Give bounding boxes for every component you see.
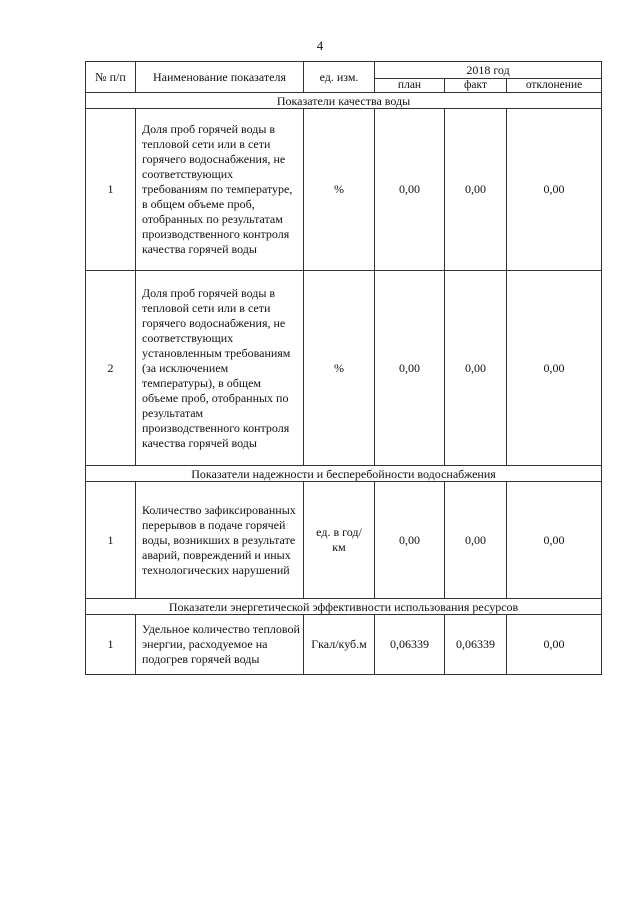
- header-deviation: отклонение: [507, 79, 602, 93]
- header-plan: план: [375, 79, 445, 93]
- row-name: Доля проб горячей воды в тепловой сети или в сети горячего водоснабжения, не соответствующих требованиям по температуре, в общем объеме проб, отобранных по результатам производственного контроля качества горячей воды: [136, 109, 304, 271]
- row-num: 2: [86, 271, 136, 466]
- table-row: [86, 271, 602, 466]
- row-unit: %: [304, 109, 375, 271]
- row-fact: 0,00: [445, 271, 507, 466]
- indicators-table: [85, 61, 602, 675]
- section-title: Показатели надежности и бесперебойности водоснабжения: [86, 466, 602, 482]
- row-plan: 0,00: [375, 271, 445, 466]
- row-deviation: 0,00: [507, 109, 602, 271]
- row-plan: 0,06339: [375, 615, 445, 675]
- table-row: [86, 615, 602, 675]
- row-deviation: 0,00: [507, 271, 602, 466]
- row-num: 1: [86, 615, 136, 675]
- row-name: Количество зафиксированных перерывов в подаче горячей воды, возникших в результате аварий, повреждений и иных технологических нарушений: [136, 482, 304, 599]
- row-plan: 0,00: [375, 482, 445, 599]
- section-row: [86, 466, 602, 482]
- row-fact: 0,00: [445, 482, 507, 599]
- row-deviation: 0,00: [507, 615, 602, 675]
- row-unit: ед. в год/ км: [304, 482, 375, 599]
- table-row: [86, 109, 602, 271]
- row-fact: 0,00: [445, 109, 507, 271]
- row-num: 1: [86, 109, 136, 271]
- section-row: [86, 93, 602, 109]
- header-year: 2018 год: [375, 62, 602, 79]
- row-name: Удельное количество тепловой энергии, расходуемое на подогрев горячей воды: [136, 615, 304, 675]
- row-unit: Гкал/куб.м: [304, 615, 375, 675]
- table-row: [86, 482, 602, 599]
- header-unit: ед. изм.: [304, 62, 375, 93]
- header-num: № п/п: [86, 62, 136, 93]
- row-unit: %: [304, 271, 375, 466]
- header-name: Наименование показателя: [136, 62, 304, 93]
- row-fact: 0,06339: [445, 615, 507, 675]
- header-fact: факт: [445, 79, 507, 93]
- page-number: 4: [316, 38, 324, 53]
- section-row: [86, 599, 602, 615]
- row-deviation: 0,00: [507, 482, 602, 599]
- row-name: Доля проб горячей воды в тепловой сети или в сети горячего водоснабжения, не соответствующих установленным требованиям (за исключением температуры), в общем объеме проб, отобранных по результатам производственного контроля качества горячей воды: [136, 271, 304, 466]
- section-title: Показатели энергетической эффективности использования ресурсов: [86, 599, 602, 615]
- section-title: Показатели качества воды: [86, 93, 602, 109]
- row-plan: 0,00: [375, 109, 445, 271]
- row-num: 1: [86, 482, 136, 599]
